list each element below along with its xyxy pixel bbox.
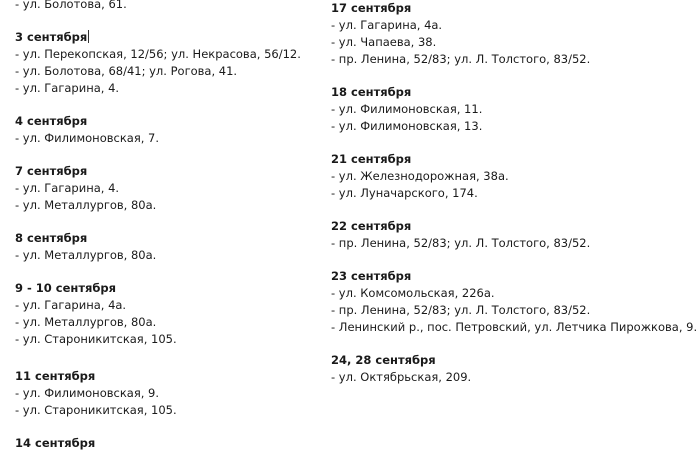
list-item: - ул. Металлургов, 80а. — [15, 315, 157, 329]
date-group — [331, 0, 700, 68]
list-item: - ул. Чапаева, 38. — [331, 35, 437, 49]
schedule-column-left — [15, 0, 325, 452]
list-item: - Ленинский р., пос. Петровский, ул. Летчика Пирожкова, 9. — [331, 320, 698, 334]
list-item: - ул. Болотова, 68/41; ул. Рогова, 41. — [15, 64, 238, 78]
list-item: - ул. Гагарина, 4. — [15, 81, 120, 95]
date-heading: 21 сентября — [331, 152, 412, 166]
date-group — [331, 151, 700, 202]
text-cursor — [88, 30, 89, 43]
list-item: - ул. Металлургов, 80а. — [15, 198, 157, 212]
list-item: - ул. Филимоновская, 9. — [15, 386, 160, 400]
date-group — [15, 230, 325, 264]
date-group — [331, 218, 700, 252]
date-heading: 14 сентября — [15, 436, 96, 450]
date-group — [15, 163, 325, 214]
list-item: - ул. Октябрьская, 209. — [331, 370, 472, 384]
date-group — [331, 352, 700, 386]
date-heading: 18 сентября — [331, 85, 412, 99]
date-group — [15, 29, 325, 97]
list-item: - ул. Комсомольская, 226а. — [331, 286, 495, 300]
date-heading: 17 сентября — [331, 1, 412, 15]
date-group — [15, 113, 325, 147]
list-item: - ул. Болотова, 61. — [15, 0, 127, 11]
list-item: - ул. Филимоновская, 11. — [331, 102, 483, 116]
date-heading: 23 сентября — [331, 269, 412, 283]
date-group — [15, 435, 325, 452]
list-item: - ул. Гагарина, 4. — [15, 181, 120, 195]
schedule-column-right — [331, 0, 700, 386]
date-group — [331, 268, 700, 336]
list-item: - ул. Гагарина, 4а. — [331, 18, 443, 32]
date-group — [15, 368, 325, 419]
date-heading: 4 сентября — [15, 114, 88, 128]
date-heading: 22 сентября — [331, 219, 412, 233]
list-item: - ул. Перекопская, 12/56; ул. Некрасова, 56/12. — [15, 47, 301, 61]
list-item: - пр. Ленина, 52/83; ул. Л. Толстого, 83/52. — [331, 236, 591, 250]
list-item: - ул. Луначарского, 174. — [331, 186, 478, 200]
list-item: - ул. Филимоновская, 7. — [15, 131, 160, 145]
list-item: - ул. Металлургов, 80а. — [15, 248, 157, 262]
list-item: - ул. Староникитская, 105. — [15, 332, 177, 346]
list-item: - пр. Ленина, 52/83; ул. Л. Толстого, 83/52. — [331, 52, 591, 66]
date-heading: 3 сентября — [15, 30, 88, 44]
list-item: - ул. Железнодорожная, 38а. — [331, 169, 509, 183]
list-item: - ул. Гагарина, 4а. — [15, 298, 127, 312]
date-heading: 11 сентября — [15, 369, 96, 383]
date-group — [331, 84, 700, 135]
list-item: - ул. Староникитская, 105. — [15, 403, 177, 417]
date-heading: 24, 28 сентября — [331, 353, 436, 367]
list-item: - ул. Филимоновская, 13. — [331, 119, 483, 133]
date-heading: 9 - 10 сентября — [15, 281, 117, 295]
date-heading: 7 сентября — [15, 164, 88, 178]
date-group — [15, 280, 325, 348]
list-item: - пр. Ленина, 52/83; ул. Л. Толстого, 83/52. — [331, 303, 591, 317]
date-heading: 8 сентября — [15, 231, 88, 245]
